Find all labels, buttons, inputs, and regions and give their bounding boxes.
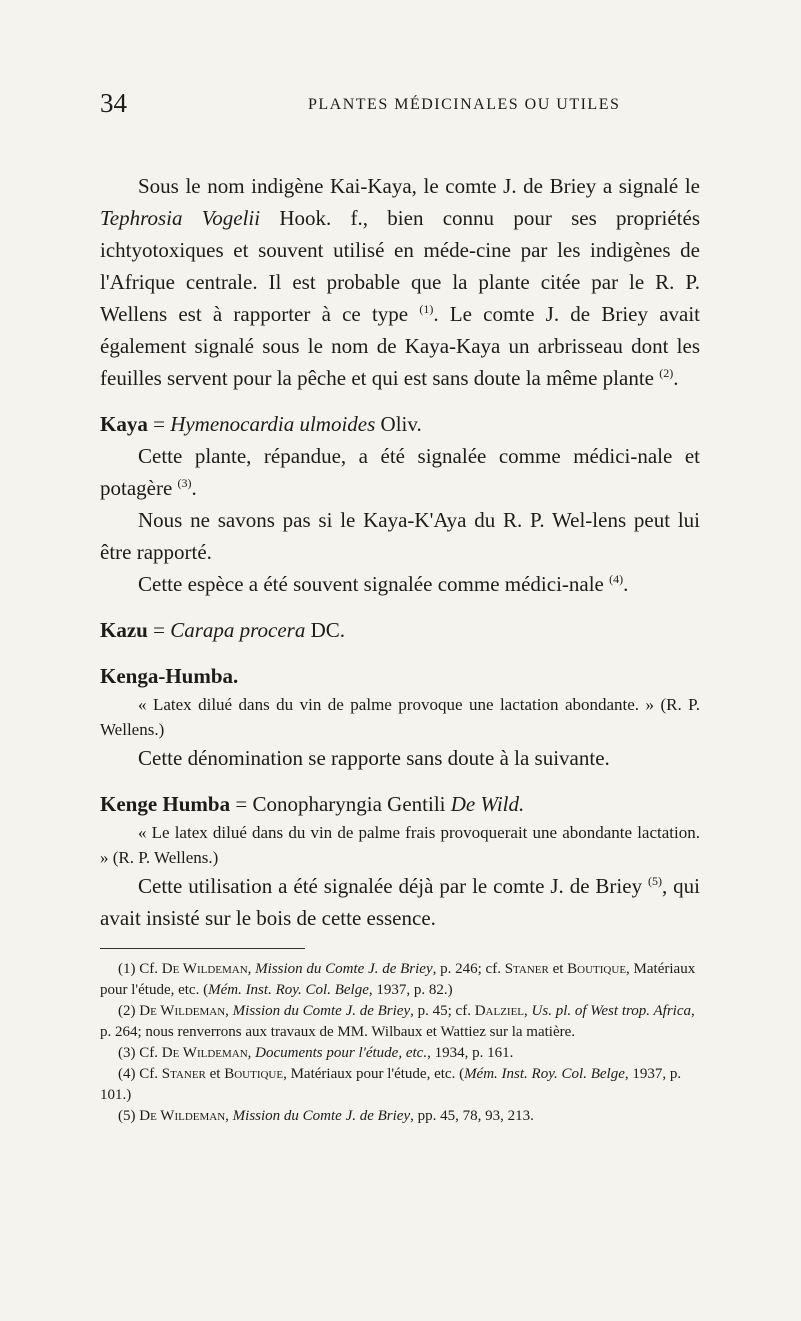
entry-term: Kaya	[100, 412, 148, 436]
species-name: Conopharyngia Gentili	[252, 792, 451, 816]
author-name: De Wildeman	[161, 961, 248, 977]
text-span: , qui avait insisté sur le bois de cette essence.	[100, 874, 700, 930]
text-span: Cf.	[135, 1045, 162, 1061]
text-span: ,	[247, 1045, 256, 1061]
quote-kenge-humba: « Le latex dilué dans du vin de palme frais provoquerait une abondante lactation. » (R. P. Wellens.)	[100, 823, 700, 867]
work-title: Us. pl. of West trop. Africa	[531, 1003, 691, 1019]
entry-term: Kazu	[100, 618, 148, 642]
paragraph-kai-kaya	[100, 170, 700, 394]
entry-term: Kenge Humba	[100, 792, 231, 816]
work-title: Mission du Comte J. de Briey	[232, 1003, 411, 1019]
species-name: Carapa procera	[170, 618, 306, 642]
text-span: , 1934, p. 161.	[427, 1045, 514, 1061]
page-number: 34	[100, 88, 127, 118]
text-span: .	[673, 366, 679, 390]
text-span: , pp. 45, 78, 93, 213.	[410, 1108, 534, 1124]
text-span: ,	[524, 1003, 532, 1019]
text-span: Hook. f., bien connu pour ses propriétés ichtyotoxiques et souvent utilisé en méde-cine par les indigènes de l'Afrique centrale. Il est probable que la plante citée par le R. P. Wellens est à rapporter à ce type	[100, 206, 701, 326]
text-span: , 1937, p. 101.)	[100, 1066, 682, 1103]
text-span: , p. 264; nous renverrons aux travaux de MM. Wilbaux et Wattiez sur la matière.	[100, 1003, 695, 1040]
footnote-marker: (3)	[118, 1045, 136, 1061]
footnote-ref: (5)	[648, 874, 662, 888]
species-name: Tephrosia Vogelii	[100, 206, 261, 230]
entry-heading-kaya	[100, 408, 700, 440]
text-span: , p. 246; cf.	[432, 961, 505, 977]
author-name: Staner	[504, 961, 549, 977]
author-name: Boutique	[567, 961, 627, 977]
text-span: , Matériaux pour l'étude, etc. (	[100, 961, 696, 998]
quote-kenga-humba: « Latex dilué dans du vin de palme provoque une lactation abondante. » (R. P. Wellens.)	[100, 695, 700, 739]
text-span: et	[205, 1066, 225, 1082]
footnote-marker: (4)	[118, 1066, 136, 1082]
entry-heading-kenge-humba	[100, 788, 700, 820]
text-span: Cette plante, répandue, a été signalée comme médici-nale et potagère	[100, 444, 700, 500]
text-span: .	[623, 572, 629, 596]
author-name: De Wildeman	[139, 1108, 226, 1124]
footnote-5	[100, 1106, 700, 1127]
entry-heading-kazu	[100, 614, 700, 646]
text-span: Cette espèce a été souvent signalée comme médici-nale	[138, 572, 610, 596]
text-span: .	[191, 476, 197, 500]
author-abbrev: De Wild.	[450, 792, 525, 816]
author-abbrev: DC.	[305, 618, 346, 642]
equals-sign: =	[147, 412, 171, 436]
running-title: PLANTES MÉDICINALES OU UTILES	[308, 96, 621, 113]
footnote-4	[100, 1064, 700, 1106]
author-name: Staner	[161, 1066, 206, 1082]
text-span: . Le comte J. de Briey avait également signalé sous le nom de Kaya-Kaya un arbrisseau dont les feuilles servent pour la pêche et qui est sans doute la même plante	[100, 302, 701, 390]
entry-heading-kenga-humba	[100, 660, 700, 692]
text-span: Cf.	[135, 1066, 162, 1082]
entry-term: Kenga-Humba.	[100, 664, 239, 688]
species-name: Hymenocardia ulmoides	[170, 412, 376, 436]
footnote-marker: (1)	[118, 961, 136, 977]
paragraph-kenga-humba: Cette dénomination se rapporte sans doute à la suivante.	[138, 746, 610, 770]
footnote-marker: (2)	[118, 1003, 136, 1019]
work-title: Mém. Inst. Roy. Col. Belge	[208, 982, 369, 998]
paragraph-kenge-humba	[100, 870, 700, 934]
equals-sign: =	[230, 792, 253, 816]
work-title: Documents pour l'étude, etc.	[255, 1045, 428, 1061]
footnote-ref: (3)	[177, 476, 192, 490]
footnote-ref: (4)	[609, 572, 624, 586]
work-title: Mém. Inst. Roy. Col. Belge	[464, 1066, 625, 1082]
text-span: ,	[247, 961, 256, 977]
work-title: Mission du Comte J. de Briey	[232, 1108, 411, 1124]
work-title: Mission du Comte J. de Briey	[255, 961, 433, 977]
author-abbrev: Oliv.	[375, 412, 422, 436]
author-name: Dalziel	[474, 1003, 525, 1019]
author-name: Boutique	[224, 1066, 284, 1082]
text-span: Cf.	[135, 961, 162, 977]
footnote-divider	[100, 948, 305, 949]
equals-sign: =	[147, 618, 171, 642]
footnote-1	[100, 959, 700, 1001]
paragraph-kaya-3	[100, 568, 700, 600]
text-span: Cette utilisation a été signalée déjà par le comte J. de Briey	[138, 874, 648, 898]
footnote-3	[100, 1043, 700, 1064]
paragraph-kaya-2: Nous ne savons pas si le Kaya-K'Aya du R. P. Wel-lens peut lui être rapporté.	[100, 508, 700, 564]
text-span: Sous le nom indigène Kai-Kaya, le comte J. de Briey a signalé le	[138, 174, 700, 198]
text-span: ,	[225, 1108, 233, 1124]
text-span: , 1937, p. 82.)	[368, 982, 453, 998]
footnote-ref: (1)	[419, 302, 434, 316]
footnote-ref: (2)	[659, 366, 674, 380]
paragraph-kaya-1	[100, 440, 700, 504]
text-span: , Matériaux pour l'étude, etc. (	[283, 1066, 465, 1082]
page-body	[100, 170, 700, 1127]
author-name: De Wildeman	[161, 1045, 248, 1061]
page-header	[100, 88, 700, 128]
footnote-2	[100, 1001, 700, 1043]
text-span: et	[548, 961, 568, 977]
text-span: , p. 45; cf.	[410, 1003, 475, 1019]
text-span: ,	[225, 1003, 233, 1019]
author-name: De Wildeman	[139, 1003, 226, 1019]
footnote-marker: (5)	[118, 1108, 136, 1124]
